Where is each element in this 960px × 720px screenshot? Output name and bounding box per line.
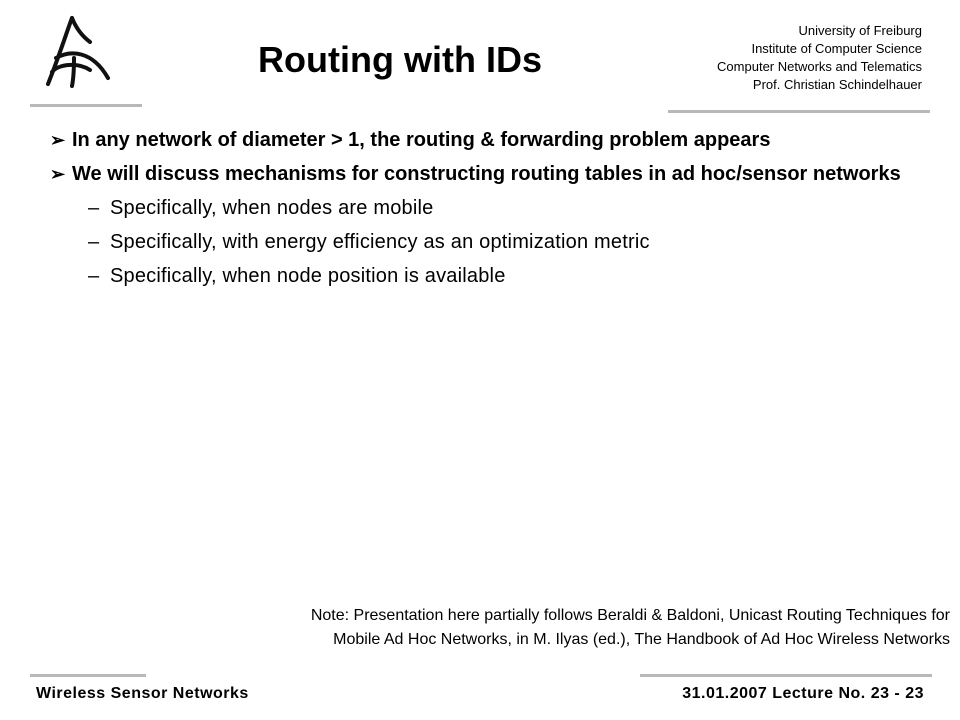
sub-item: [50, 194, 930, 222]
sub-item-text: Specifically, when nodes are mobile: [110, 197, 434, 219]
bullet-text: In any network of diameter > 1, the routing & forwarding problem appears: [72, 129, 771, 151]
sub-item: [50, 262, 930, 290]
sub-item-text: Specifically, with energy efficiency as an optimization metric: [110, 231, 650, 253]
affiliation-university: University of Freiburg: [798, 23, 922, 38]
freiburg-compass-logo-icon: [38, 14, 118, 92]
affiliation-professor: Prof. Christian Schindelhauer: [752, 77, 922, 92]
note-line: Mobile Ad Hoc Networks, in M. Ilyas (ed.), The Handbook of Ad Hoc Wireless Networks: [333, 631, 950, 648]
dash-marker: –: [88, 197, 100, 219]
header-rule-right: [668, 110, 930, 113]
footer-rule-right: [640, 674, 932, 677]
reference-note: [311, 604, 950, 652]
dash-marker: –: [88, 231, 100, 253]
sub-item-text: Specifically, when node position is available: [110, 265, 506, 287]
bullet-item: [50, 160, 930, 188]
note-line: Note: Presentation here partially follows Beraldi & Baldoni, Unicast Routing Techniques for: [310, 607, 950, 624]
slide-content: [50, 126, 930, 296]
arrow-bullet-icon: ➢: [50, 164, 66, 184]
affiliation-department: Computer Networks and Telematics: [717, 59, 922, 74]
header-rule-left: [30, 104, 142, 107]
bullet-text: We will discuss mechanisms for constructing routing tables in ad hoc/sensor networks: [72, 163, 901, 185]
slide-title: Routing with IDs: [258, 39, 542, 80]
footer-lecture-info: 31.01.2007 Lecture No. 23 - 23: [682, 685, 924, 702]
dash-marker: –: [88, 265, 100, 287]
arrow-bullet-icon: ➢: [50, 130, 66, 150]
affiliation-institute: Institute of Computer Science: [751, 41, 922, 56]
footer-rule-left: [30, 674, 146, 677]
footer-course-name: Wireless Sensor Networks: [36, 685, 249, 702]
sub-item: [50, 228, 930, 256]
bullet-item: [50, 126, 930, 154]
affiliation-block: [717, 22, 922, 94]
